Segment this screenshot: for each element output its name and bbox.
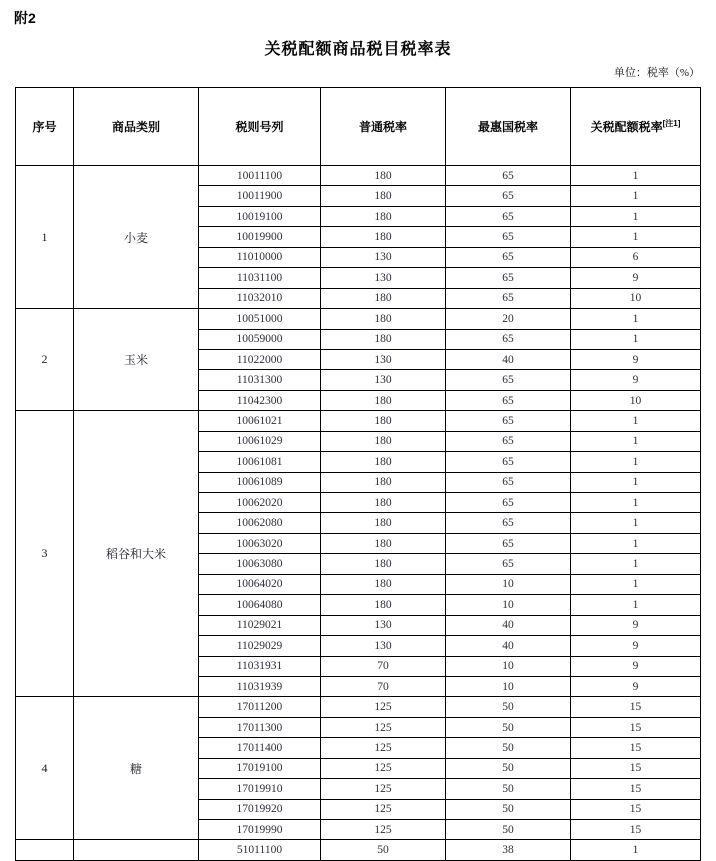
tariff-code-cell: 11029021	[199, 615, 321, 635]
mfn-rate-cell: 10	[446, 595, 571, 615]
general-rate-cell: 130	[321, 247, 446, 267]
mfn-rate-cell: 38	[446, 840, 571, 860]
tariff-code-cell: 10061029	[199, 431, 321, 451]
tariff-code-cell: 17019920	[199, 799, 321, 819]
mfn-rate-cell: 65	[446, 493, 571, 513]
mfn-rate-cell: 65	[446, 390, 571, 410]
mfn-rate-cell: 10	[446, 656, 571, 676]
general-rate-cell: 180	[321, 493, 446, 513]
tariff-code-cell: 10059000	[199, 329, 321, 349]
general-rate-cell: 180	[321, 452, 446, 472]
quota-rate-cell: 9	[571, 349, 701, 369]
mfn-rate-cell: 50	[446, 820, 571, 840]
quota-rate-cell: 9	[571, 268, 701, 288]
tariff-code-cell: 10051000	[199, 309, 321, 329]
quota-rate-cell: 1	[571, 227, 701, 247]
tariff-code-cell: 10019900	[199, 227, 321, 247]
quota-rate-cell: 1	[571, 595, 701, 615]
tariff-code-cell: 17019910	[199, 779, 321, 799]
mfn-rate-cell: 50	[446, 717, 571, 737]
mfn-rate-cell: 50	[446, 738, 571, 758]
quota-rate-cell: 9	[571, 676, 701, 696]
category-cell: 糖	[74, 697, 199, 840]
mfn-rate-cell: 65	[446, 268, 571, 288]
mfn-rate-cell: 50	[446, 779, 571, 799]
general-rate-cell: 70	[321, 656, 446, 676]
quota-rate-cell: 9	[571, 370, 701, 390]
tariff-code-cell: 10063080	[199, 554, 321, 574]
serial-cell: 3	[16, 411, 74, 697]
general-rate-cell: 180	[321, 186, 446, 206]
general-rate-cell: 180	[321, 411, 446, 431]
serial-cell: 4	[16, 697, 74, 840]
quota-rate-cell: 1	[571, 574, 701, 594]
quota-rate-cell: 15	[571, 820, 701, 840]
serial-cell: 2	[16, 309, 74, 411]
category-cell: 稻谷和大米	[74, 411, 199, 697]
quota-rate-cell: 1	[571, 472, 701, 492]
general-rate-cell: 125	[321, 799, 446, 819]
mfn-rate-cell: 50	[446, 758, 571, 778]
general-rate-cell: 125	[321, 779, 446, 799]
tariff-code-cell: 11031939	[199, 676, 321, 696]
mfn-rate-cell: 50	[446, 799, 571, 819]
mfn-rate-cell: 65	[446, 186, 571, 206]
mfn-rate-cell: 65	[446, 513, 571, 533]
tariff-code-cell: 10011100	[199, 166, 321, 186]
quota-rate-cell: 1	[571, 840, 701, 860]
serial-cell: 1	[16, 166, 74, 309]
tariff-code-cell: 11042300	[199, 390, 321, 410]
tariff-code-cell: 17019100	[199, 758, 321, 778]
header-general-rate: 普通税率	[321, 88, 446, 166]
mfn-rate-cell: 65	[446, 472, 571, 492]
table-body	[16, 166, 701, 861]
serial-cell	[16, 840, 74, 860]
general-rate-cell: 125	[321, 738, 446, 758]
unit-note: 单位：税率（%）	[613, 67, 700, 79]
quota-rate-cell: 15	[571, 697, 701, 717]
mfn-rate-cell: 65	[446, 288, 571, 308]
mfn-rate-cell: 65	[446, 411, 571, 431]
general-rate-cell: 180	[321, 227, 446, 247]
quota-rate-cell: 6	[571, 247, 701, 267]
header-quota-rate-note: [注1]	[662, 119, 681, 128]
quota-rate-cell: 1	[571, 411, 701, 431]
tariff-code-cell: 11032010	[199, 288, 321, 308]
quota-rate-cell: 10	[571, 390, 701, 410]
general-rate-cell: 130	[321, 370, 446, 390]
mfn-rate-cell: 65	[446, 431, 571, 451]
tariff-code-cell: 10062020	[199, 493, 321, 513]
general-rate-cell: 180	[321, 431, 446, 451]
quota-rate-cell: 9	[571, 615, 701, 635]
table-row	[16, 309, 701, 329]
quota-rate-cell: 1	[571, 513, 701, 533]
quota-rate-cell: 1	[571, 452, 701, 472]
mfn-rate-cell: 40	[446, 349, 571, 369]
header-row	[16, 88, 701, 166]
quota-rate-cell: 1	[571, 186, 701, 206]
mfn-rate-cell: 65	[446, 206, 571, 226]
quota-rate-cell: 1	[571, 166, 701, 186]
general-rate-cell: 130	[321, 615, 446, 635]
mfn-rate-cell: 20	[446, 309, 571, 329]
quota-rate-cell: 15	[571, 799, 701, 819]
general-rate-cell: 180	[321, 595, 446, 615]
header-tariff-code: 税则号列	[199, 88, 321, 166]
quota-rate-cell: 15	[571, 758, 701, 778]
quota-rate-cell: 1	[571, 533, 701, 553]
mfn-rate-cell: 10	[446, 574, 571, 594]
mfn-rate-cell: 65	[446, 247, 571, 267]
tariff-code-cell: 10064080	[199, 595, 321, 615]
table-header	[16, 88, 701, 166]
general-rate-cell: 130	[321, 268, 446, 288]
general-rate-cell: 180	[321, 309, 446, 329]
mfn-rate-cell: 65	[446, 452, 571, 472]
general-rate-cell: 180	[321, 329, 446, 349]
table-row	[16, 840, 701, 860]
tariff-code-cell: 17011400	[199, 738, 321, 758]
header-mfn-rate: 最惠国税率	[446, 88, 571, 166]
tariff-code-cell: 11010000	[199, 247, 321, 267]
tariff-code-cell: 11022000	[199, 349, 321, 369]
category-cell: 小麦	[74, 166, 199, 309]
general-rate-cell: 180	[321, 288, 446, 308]
general-rate-cell: 180	[321, 513, 446, 533]
tariff-code-cell: 10061089	[199, 472, 321, 492]
mfn-rate-cell: 40	[446, 615, 571, 635]
general-rate-cell: 180	[321, 390, 446, 410]
quota-rate-cell: 1	[571, 554, 701, 574]
mfn-rate-cell: 65	[446, 370, 571, 390]
header-serial: 序号	[16, 88, 74, 166]
tariff-code-cell: 51011100	[199, 840, 321, 860]
tariff-code-cell: 10064020	[199, 574, 321, 594]
general-rate-cell: 125	[321, 820, 446, 840]
general-rate-cell: 180	[321, 533, 446, 553]
header-quota-rate-label: 关税配额税率	[590, 120, 663, 134]
tariff-code-cell: 17019990	[199, 820, 321, 840]
general-rate-cell: 125	[321, 717, 446, 737]
general-rate-cell: 50	[321, 840, 446, 860]
general-rate-cell: 130	[321, 349, 446, 369]
tariff-code-cell: 11029029	[199, 636, 321, 656]
quota-rate-cell: 15	[571, 779, 701, 799]
page-title: 关税配额商品税目税率表	[264, 41, 452, 58]
tariff-code-cell: 11031100	[199, 268, 321, 288]
tariff-code-cell: 10061021	[199, 411, 321, 431]
general-rate-cell: 180	[321, 472, 446, 492]
mfn-rate-cell: 10	[446, 676, 571, 696]
general-rate-cell: 125	[321, 758, 446, 778]
tariff-code-cell: 10062080	[199, 513, 321, 533]
general-rate-cell: 125	[321, 697, 446, 717]
tariff-code-cell: 10011900	[199, 186, 321, 206]
tariff-code-cell: 11031931	[199, 656, 321, 676]
quota-rate-cell: 1	[571, 309, 701, 329]
general-rate-cell: 180	[321, 574, 446, 594]
table-row	[16, 166, 701, 186]
tariff-code-cell: 10019100	[199, 206, 321, 226]
category-cell	[74, 840, 199, 860]
quota-rate-cell: 1	[571, 493, 701, 513]
tariff-code-cell: 17011300	[199, 717, 321, 737]
general-rate-cell: 130	[321, 636, 446, 656]
table-row	[16, 697, 701, 717]
quota-rate-cell: 1	[571, 206, 701, 226]
tariff-rate-table	[15, 87, 701, 861]
category-cell: 玉米	[74, 309, 199, 411]
mfn-rate-cell: 65	[446, 227, 571, 247]
quota-rate-cell: 10	[571, 288, 701, 308]
header-category: 商品类别	[74, 88, 199, 166]
table-row	[16, 411, 701, 431]
tariff-code-cell: 17011200	[199, 697, 321, 717]
quota-rate-cell: 9	[571, 656, 701, 676]
general-rate-cell: 180	[321, 206, 446, 226]
mfn-rate-cell: 40	[446, 636, 571, 656]
quota-rate-cell: 9	[571, 636, 701, 656]
mfn-rate-cell: 65	[446, 533, 571, 553]
mfn-rate-cell: 65	[446, 554, 571, 574]
mfn-rate-cell: 50	[446, 697, 571, 717]
quota-rate-cell: 1	[571, 431, 701, 451]
tariff-code-cell: 10063020	[199, 533, 321, 553]
mfn-rate-cell: 65	[446, 329, 571, 349]
tariff-code-cell: 11031300	[199, 370, 321, 390]
general-rate-cell: 70	[321, 676, 446, 696]
quota-rate-cell: 15	[571, 738, 701, 758]
header-quota-rate	[571, 88, 701, 166]
attachment-label: 附2	[14, 10, 36, 26]
quota-rate-cell: 15	[571, 717, 701, 737]
mfn-rate-cell: 65	[446, 166, 571, 186]
general-rate-cell: 180	[321, 166, 446, 186]
quota-rate-cell: 1	[571, 329, 701, 349]
tariff-code-cell: 10061081	[199, 452, 321, 472]
general-rate-cell: 180	[321, 554, 446, 574]
